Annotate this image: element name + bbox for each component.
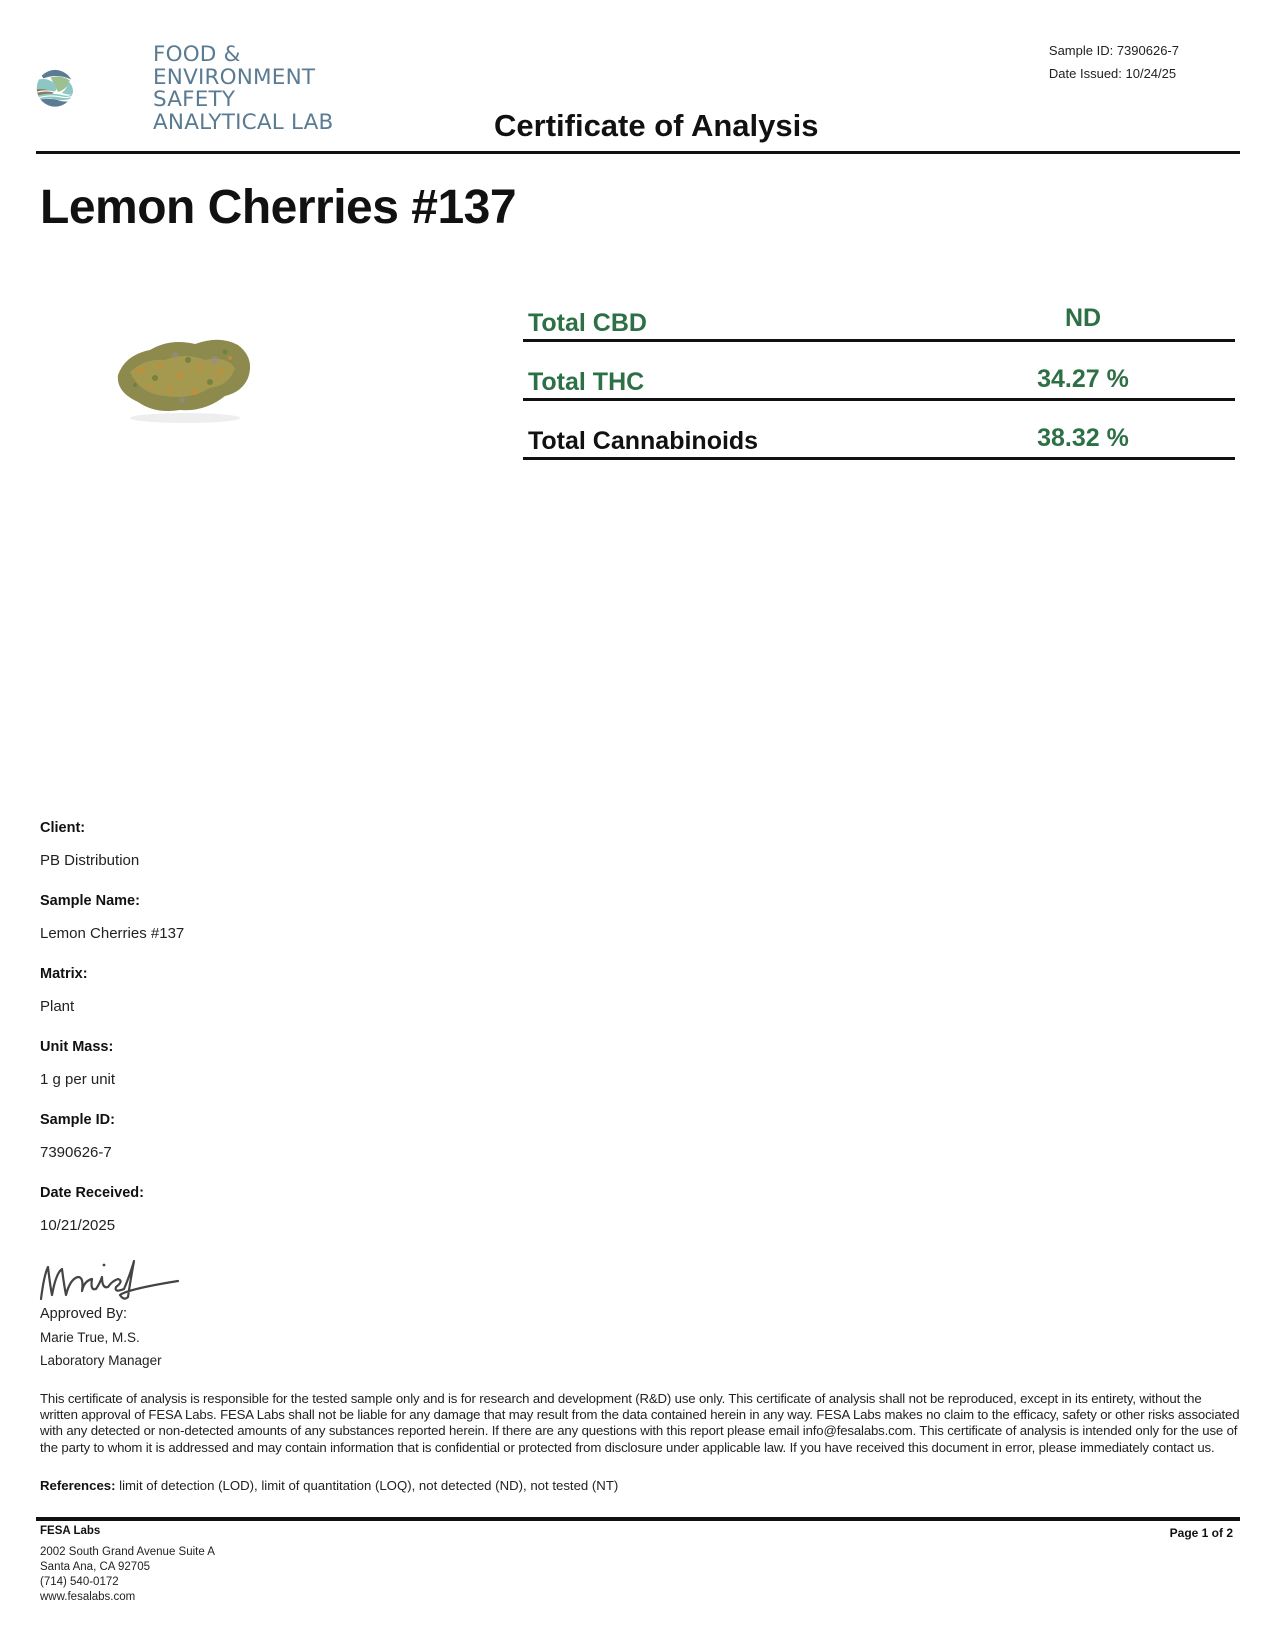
detail-value: 10/21/2025 bbox=[40, 1217, 116, 1234]
detail-value: PB Distribution bbox=[40, 852, 140, 869]
detail-label: Sample ID: bbox=[40, 1112, 115, 1128]
detail-matrix bbox=[40, 966, 184, 1015]
summary-value: ND bbox=[1064, 304, 1102, 332]
summary-row-total-cbd bbox=[523, 300, 1235, 342]
detail-label: Date Received: bbox=[40, 1185, 144, 1201]
footer-website[interactable]: www.fesalabs.com bbox=[40, 1591, 136, 1603]
product-image bbox=[110, 330, 260, 425]
detail-label: Sample Name: bbox=[40, 893, 140, 909]
detail-date-received bbox=[40, 1185, 184, 1234]
page-number: Page 1 of 2 bbox=[1169, 1526, 1233, 1540]
footer-address-line1: 2002 South Grand Avenue Suite A bbox=[40, 1546, 215, 1558]
footer-divider bbox=[36, 1517, 1240, 1521]
summary-label: Total CBD bbox=[528, 309, 647, 337]
references bbox=[40, 1478, 618, 1493]
document-title: Certificate of Analysis bbox=[494, 108, 819, 143]
summary-label: Total Cannabinoids bbox=[528, 427, 759, 455]
approved-by-label: Approved By: bbox=[40, 1306, 128, 1322]
summary-value: 34.27 % bbox=[1037, 365, 1129, 393]
fesa-logo-icon bbox=[36, 36, 146, 142]
summary-label: Total THC bbox=[528, 368, 645, 396]
approver-name: Marie True, M.S. bbox=[40, 1330, 140, 1345]
footer-address-line2: Santa Ana, CA 92705 bbox=[40, 1561, 150, 1573]
references-text: limit of detection (LOD), limit of quantitation (LOQ), not detected (ND), not tested (NT) bbox=[115, 1478, 619, 1493]
summary-value: 38.32 % bbox=[1037, 424, 1129, 452]
footer-phone: (714) 540-0172 bbox=[40, 1576, 119, 1588]
header-sample-id: Sample ID: 7390626-7 bbox=[1048, 43, 1179, 58]
cannabinoid-summary bbox=[523, 300, 1235, 460]
detail-unit-mass bbox=[40, 1039, 184, 1088]
summary-row-total-thc bbox=[523, 342, 1235, 401]
header-divider bbox=[36, 151, 1240, 154]
sample-details bbox=[40, 820, 184, 1258]
footer-contact bbox=[40, 1524, 215, 1605]
detail-sample-name bbox=[40, 893, 184, 942]
references-label: References: bbox=[40, 1478, 116, 1493]
logo-line: FOOD & bbox=[153, 42, 241, 67]
detail-client bbox=[40, 820, 184, 869]
detail-label: Matrix: bbox=[40, 966, 88, 982]
approver-role: Laboratory Manager bbox=[40, 1353, 162, 1368]
header-meta bbox=[1049, 40, 1179, 85]
product-title: Lemon Cherries #137 bbox=[40, 181, 517, 234]
detail-value: 1 g per unit bbox=[40, 1071, 116, 1088]
detail-value: Plant bbox=[40, 998, 75, 1015]
header-date-issued: Date Issued: 10/24/25 bbox=[1048, 65, 1177, 81]
detail-sample-id bbox=[40, 1112, 184, 1161]
logo-line: ANALYTICAL LAB bbox=[153, 109, 334, 135]
logo-line: ENVIRONMENT bbox=[153, 64, 316, 90]
detail-value: Lemon Cherries #137 bbox=[40, 925, 185, 942]
logo-wordmark bbox=[153, 44, 334, 134]
summary-row-total-cannabinoids bbox=[523, 401, 1235, 460]
detail-value: 7390626-7 bbox=[40, 1144, 112, 1161]
detail-label: Unit Mass: bbox=[40, 1039, 114, 1055]
logo-line: SAFETY bbox=[153, 87, 236, 112]
signature-icon bbox=[38, 1255, 188, 1303]
footer-org: FESA Labs bbox=[40, 1525, 101, 1537]
approval-block bbox=[40, 1303, 162, 1372]
detail-label: Client: bbox=[40, 820, 86, 836]
disclaimer-text: This certificate of analysis is responsible for the tested sample only and is for research and development (R&D) use only. This certificate of analysis shall not be reproduced, except in its entirety, without the written approval of FESA Labs. FESA Labs shall not be liable for any damage that may result from the data contained herein in any way. FESA Labs makes no claim to the efficacy, safety or other risks associated with any detected or non-detected amounts of any substances reported herein. If there are any questions with this report please email info@fesalabs.com. This certificate of analysis is intended only for the use of the party to whom it is addressed and may contain information that is confidential or protected from disclosure under applicable law. If you have received this document in error, please immediately contact us. bbox=[40, 1391, 1240, 1455]
